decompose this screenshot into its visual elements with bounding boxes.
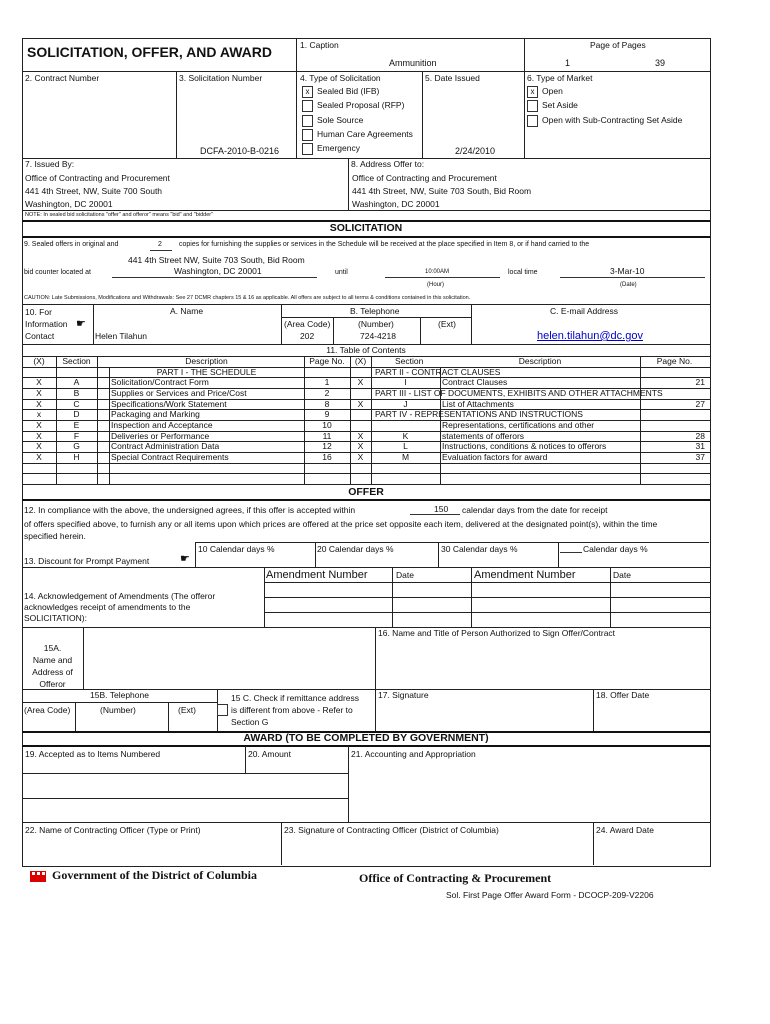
toc-part-3: PART III - LIST OF DOCUMENTS, EXHIBITS AND OTHER ATTACHMENTS bbox=[375, 388, 663, 398]
caution-text: CAUTION: Late Submissions, Modifications and Withdrawals: See 27 DCMR chapters 15 & 16 as applicable. All offers are subject to all terms & conditions contained in this solicitation. bbox=[24, 295, 471, 301]
date-issued-label: 5. Date Issued bbox=[425, 73, 480, 83]
address-offer-line-3: Washington, DC 20001 bbox=[352, 199, 440, 209]
for-info-label-3: Contact bbox=[25, 331, 55, 341]
date-label: (Date) bbox=[620, 282, 637, 288]
discount-20-days: 20 Calendar days % bbox=[317, 544, 394, 554]
toc-row-page: 16 bbox=[322, 452, 332, 462]
email-label: C. E-mail Address bbox=[550, 306, 619, 316]
market-type-checkbox[interactable]: x bbox=[527, 86, 538, 98]
solicitation-type-label: Sealed Bid (IFB) bbox=[317, 86, 380, 96]
hour-label: (Hour) bbox=[427, 282, 445, 288]
discount-30-days: 30 Calendar days % bbox=[441, 544, 518, 554]
dc-flag-icon bbox=[30, 871, 46, 882]
ack-label-2: acknowledges receipt of amendments to the bbox=[24, 602, 191, 612]
toc-header-section-right: Section bbox=[395, 357, 424, 366]
solicitation-header: SOLICITATION bbox=[329, 222, 403, 234]
toc-row-description: statements of offerors bbox=[442, 431, 525, 441]
remittance-label-3: Section G bbox=[231, 717, 269, 727]
amendment-date-header-1: Date bbox=[396, 570, 414, 580]
footer-office-name: Office of Contracting & Procurement bbox=[359, 871, 552, 885]
page-number: 1 bbox=[565, 58, 571, 68]
toc-row-x: X bbox=[36, 388, 42, 398]
solicitation-number-label: 3. Solicitation Number bbox=[179, 73, 263, 83]
offer-date-label: 18. Offer Date bbox=[596, 690, 650, 700]
toc-row-x: X bbox=[36, 442, 42, 452]
toc-row-section: F bbox=[73, 431, 80, 441]
toc-part-1: PART I - THE SCHEDULE bbox=[156, 367, 257, 377]
footer-government-name: Government of the District of Columbia bbox=[52, 868, 257, 882]
market-type-label: Open bbox=[542, 86, 563, 96]
type-market-label: 6. Type of Market bbox=[527, 73, 593, 83]
solicitation-type-label: Sole Source bbox=[317, 114, 364, 125]
toc-row-page: 1 bbox=[324, 378, 330, 388]
remittance-checkbox[interactable] bbox=[217, 704, 228, 716]
toc-row-page: 28 bbox=[695, 431, 705, 441]
ext-label: (Ext) bbox=[438, 319, 456, 329]
toc-row-page: 21 bbox=[695, 378, 705, 388]
name-address-label-3: Address of bbox=[32, 667, 73, 677]
toc-row-section: B bbox=[73, 388, 80, 398]
toc-row-x: X bbox=[36, 431, 42, 441]
bid-counter-line-2: Washington, DC 20001 bbox=[174, 266, 262, 276]
discount-10-days: 10 Calendar days % bbox=[198, 544, 275, 554]
toc-row-x: X bbox=[357, 442, 364, 452]
for-info-label-2: Information bbox=[25, 319, 68, 329]
total-pages: 39 bbox=[655, 58, 666, 68]
remittance-label-2: is different from above - Refer to bbox=[231, 705, 353, 715]
award-header: AWARD (TO BE COMPLETED BY GOVERNMENT) bbox=[243, 732, 489, 744]
bid-counter-label: bid counter located at bbox=[24, 269, 91, 276]
form-title: SOLICITATION, OFFER, AND AWARD bbox=[27, 44, 272, 60]
compliance-line-3: specified herein. bbox=[24, 531, 86, 541]
toc-row-x: X bbox=[357, 378, 364, 388]
toc-header-description-right: Description bbox=[518, 357, 562, 366]
toc-row-description: Contract Clauses bbox=[442, 378, 508, 388]
area-code-15b-label: (Area Code) bbox=[24, 705, 71, 715]
toc-row-page: 10 bbox=[322, 420, 332, 430]
solicitation-type-checkbox[interactable] bbox=[302, 143, 313, 155]
discount-label: 13. Discount for Prompt Payment bbox=[24, 556, 150, 566]
market-type-label: Open with Sub-Contracting Set Aside bbox=[542, 114, 683, 125]
toc-row-line bbox=[22, 463, 710, 464]
toc-row-section: A bbox=[73, 378, 80, 388]
phone-number: 724-4218 bbox=[360, 331, 396, 341]
toc-header-page-right: Page No. bbox=[656, 357, 693, 366]
pointing-hand-icon-2: ☛ bbox=[180, 553, 190, 565]
authorized-person-label: 16. Name and Title of Person Authorized to Sign Offer/Contract bbox=[378, 628, 616, 638]
co-signature-label: 23. Signature of Contracting Officer (District of Columbia) bbox=[284, 825, 499, 835]
toc-row-description: Contract Administration Data bbox=[111, 442, 220, 452]
ack-label-1: 14. Acknowledgement of Amendments (The offeror bbox=[24, 591, 216, 601]
due-date: 3-Mar-10 bbox=[610, 266, 645, 276]
toc-row-description: Special Contract Requirements bbox=[111, 452, 229, 462]
caption-label: 1. Caption bbox=[300, 40, 339, 50]
offer-header: OFFER bbox=[348, 486, 384, 498]
toc-row-page: 37 bbox=[695, 452, 705, 462]
remittance-label-1: 15 C. Check if remittance address bbox=[231, 693, 360, 703]
telephone-label: B. Telephone bbox=[350, 306, 400, 316]
amount-label: 20. Amount bbox=[248, 749, 292, 759]
market-type-checkbox[interactable] bbox=[527, 115, 538, 127]
solicitation-number: DCFA-2010-B-0216 bbox=[200, 146, 280, 156]
toc-row-section: L bbox=[403, 442, 408, 452]
toc-row-description: Deliveries or Performance bbox=[111, 431, 210, 441]
bid-counter-line-1: 441 4th Street NW, Suite 703 South, Bid Room bbox=[128, 255, 305, 265]
bid-note: NOTE: In sealed bid solicitations "offer" and offeror" means "bid" and "bidder" bbox=[25, 212, 214, 218]
solicitation-type-checkbox[interactable] bbox=[302, 115, 313, 127]
toc-label: 11. Table of Contents bbox=[326, 345, 406, 355]
toc-row-line bbox=[22, 473, 710, 474]
amendment-date-header-2: Date bbox=[613, 570, 631, 580]
toc-divider bbox=[109, 368, 110, 484]
pointing-hand-icon: ☛ bbox=[76, 318, 86, 330]
until-label: until bbox=[335, 269, 348, 276]
compliance-line-2: of offers specified above, to furnish any or all items upon which prices are offered at the price set opposite each item, delivered at the designated point(s), within the time bbox=[24, 519, 658, 529]
toc-row-description: List of Attachments bbox=[442, 399, 514, 409]
contract-number-label: 2. Contract Number bbox=[25, 73, 100, 83]
solicitation-type-checkbox[interactable] bbox=[302, 100, 313, 112]
type-solicitation-label: 4. Type of Solicitation bbox=[300, 73, 381, 83]
toc-row-description: Specifications/Work Statement bbox=[111, 399, 227, 409]
address-offer-line-2: 441 4th Street, NW, Suite 703 South, Bid Room bbox=[352, 186, 532, 196]
solicitation-type-label: Emergency bbox=[317, 143, 360, 154]
area-code-label: (Area Code) bbox=[284, 319, 331, 329]
toc-row-description: Evaluation factors for award bbox=[442, 452, 548, 462]
toc-row-x: x bbox=[36, 410, 42, 420]
toc-row-page: 31 bbox=[695, 442, 705, 452]
co-name-label: 22. Name of Contracting Officer (Type or Print) bbox=[25, 825, 201, 835]
toc-row-description: Supplies or Services and Price/Cost bbox=[111, 388, 247, 398]
sealed-offers-suffix: copies for furnishing the supplies or services in the Schedule will be received at the place specified in Item 8, or if hand carried to the bbox=[179, 241, 590, 248]
issued-by-line-3: Washington, DC 20001 bbox=[25, 199, 113, 209]
toc-row-page: 27 bbox=[695, 399, 705, 409]
toc-row-description: Instructions, conditions & notices to offerors bbox=[442, 442, 607, 452]
hour-value: 10:00AM bbox=[425, 269, 450, 275]
area-code: 202 bbox=[300, 331, 315, 341]
address-offer-label: 8. Address Offer to: bbox=[351, 159, 425, 169]
ext-15b-label: (Ext) bbox=[178, 705, 196, 715]
name-address-label-2: Name and bbox=[32, 655, 73, 665]
amendment-number-header-1: Amendment Number bbox=[266, 569, 368, 581]
toc-header-section: Section bbox=[62, 357, 91, 366]
toc-row-x: X bbox=[36, 452, 42, 462]
form-identifier: Sol. First Page Offer Award Form - DCOCP-209-V2206 bbox=[446, 890, 654, 900]
for-info-label-1: 10. For bbox=[25, 307, 52, 317]
toc-row-section: E bbox=[73, 420, 80, 430]
compliance-prefix: 12. In compliance with the above, the undersigned agrees, if this offer is accepted within bbox=[24, 505, 356, 515]
name-address-label-4: Offeror bbox=[39, 679, 66, 689]
amendment-number-header-2: Amendment Number bbox=[474, 569, 576, 581]
toc-row-x: X bbox=[357, 431, 364, 441]
calendar-days-value: 150 bbox=[434, 504, 449, 514]
toc-part-4: PART IV - REPRESENTATIONS AND INSTRUCTIONS bbox=[375, 410, 583, 420]
issued-by-line-1: Office of Contracting and Procurement bbox=[25, 173, 170, 183]
toc-row-section: J bbox=[403, 399, 408, 409]
contact-name: Helen Tilahun bbox=[95, 331, 147, 341]
solicitation-type-label: Sealed Proposal (RFP) bbox=[317, 100, 405, 111]
toc-row-section: K bbox=[402, 431, 409, 441]
solicitation-type-label: Human Care Agreements bbox=[317, 128, 413, 139]
solicitation-type-checkbox[interactable]: x bbox=[302, 86, 313, 98]
contact-email-link[interactable]: helen.tilahun@dc.gov bbox=[537, 330, 643, 342]
signature-label: 17. Signature bbox=[378, 690, 429, 700]
issued-by-line-2: 441 4th Street, NW, Suite 700 South bbox=[25, 186, 163, 196]
number-15b-label: (Number) bbox=[100, 705, 136, 715]
caption-value: Ammunition bbox=[389, 58, 437, 68]
toc-divider bbox=[440, 368, 441, 484]
toc-header-description: Description bbox=[185, 357, 228, 366]
toc-row-section: G bbox=[73, 442, 80, 452]
toc-row-x: X bbox=[36, 378, 42, 388]
copies-count: 2 bbox=[158, 241, 162, 248]
toc-row-x: X bbox=[36, 399, 42, 409]
toc-row-description: Representations, certifications and other bbox=[442, 420, 595, 430]
accepted-items-label: 19. Accepted as to Items Numbered bbox=[25, 749, 161, 759]
award-date-label: 24. Award Date bbox=[596, 825, 654, 835]
market-type-checkbox[interactable] bbox=[527, 100, 538, 112]
solicitation-type-checkbox[interactable] bbox=[302, 129, 313, 141]
local-time-label: local time bbox=[508, 269, 538, 276]
toc-row-page: 9 bbox=[324, 410, 330, 420]
name-address-label-1: 15A. bbox=[43, 643, 62, 653]
toc-header-page: Page No. bbox=[309, 357, 345, 366]
toc-row-section: M bbox=[401, 452, 410, 462]
toc-row-description: Packaging and Marking bbox=[111, 410, 200, 420]
toc-row-section: C bbox=[73, 399, 80, 409]
issued-by-label: 7. Issued By: bbox=[25, 159, 75, 169]
sealed-offers-prefix: 9. Sealed offers in original and bbox=[24, 241, 119, 248]
market-type-label: Set Aside bbox=[542, 100, 578, 111]
toc-row-x: X bbox=[36, 420, 42, 430]
toc-row-section: H bbox=[73, 452, 80, 462]
toc-row-section: D bbox=[73, 410, 80, 420]
discount-other-days: Calendar days % bbox=[583, 544, 648, 554]
toc-row-description: Solicitation/Contract Form bbox=[111, 378, 209, 388]
toc-row-page: 12 bbox=[322, 442, 332, 452]
accounting-label: 21. Accounting and Appropriation bbox=[351, 749, 476, 759]
compliance-suffix: calendar days from the date for receipt bbox=[462, 505, 608, 515]
toc-row-page: 11 bbox=[322, 431, 332, 441]
contact-name-label: A. Name bbox=[170, 306, 204, 316]
toc-part-2: PART II - CONTRACT CLAUSES bbox=[375, 367, 501, 377]
date-issued: 2/24/2010 bbox=[455, 146, 496, 156]
number-label: (Number) bbox=[358, 319, 394, 329]
ack-label-3: SOLICITATION): bbox=[24, 613, 87, 623]
toc-row-page: 8 bbox=[324, 399, 330, 409]
toc-row-x: X bbox=[357, 452, 364, 462]
toc-row-section: I bbox=[404, 378, 407, 388]
toc-row-x: X bbox=[357, 399, 364, 409]
telephone-15b-label: 15B. Telephone bbox=[90, 690, 149, 700]
toc-header-x: (X) bbox=[33, 357, 45, 366]
toc-row-page: 2 bbox=[324, 388, 330, 398]
address-offer-line-1: Office of Contracting and Procurement bbox=[352, 173, 497, 183]
toc-header-x-right: (X) bbox=[354, 357, 367, 366]
page-of-pages-label: Page of Pages bbox=[590, 40, 646, 50]
toc-row-description: Inspection and Acceptance bbox=[111, 420, 213, 430]
